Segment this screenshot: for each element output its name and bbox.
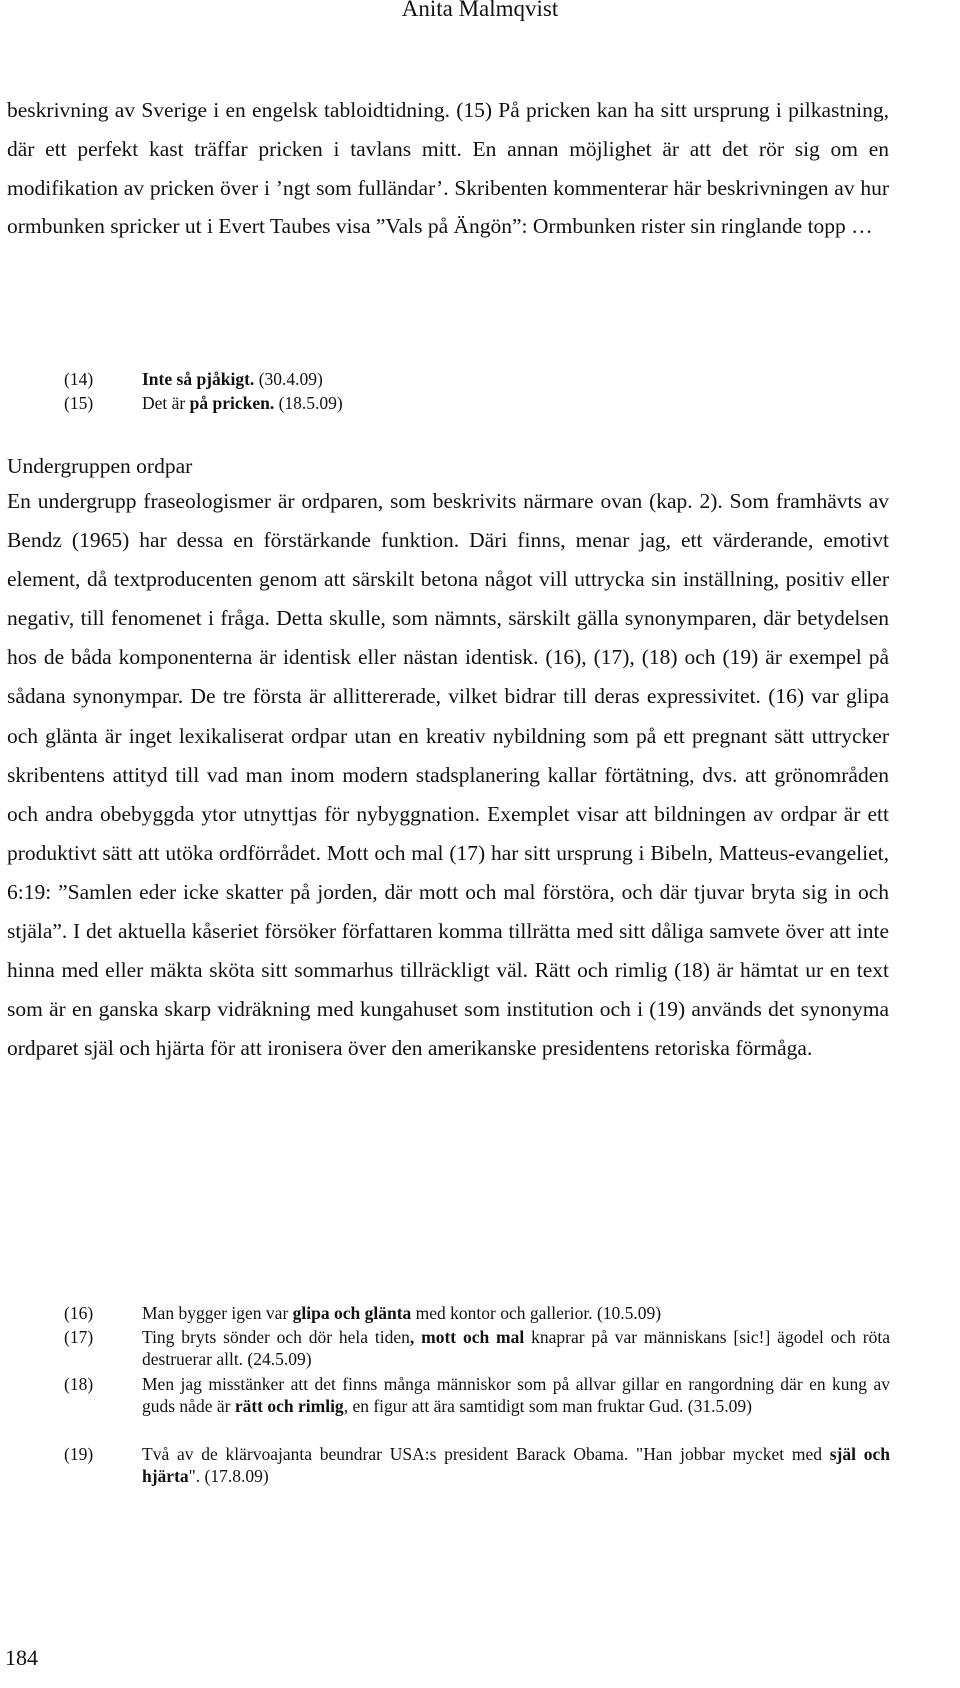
example-bold-phrase: , mott och mal — [409, 1327, 525, 1347]
example-bold-phrase: Inte så pjåkigt. — [142, 369, 255, 389]
body-paragraph-2: En undergrupp fraseologismer är ordparen, som beskrivits närmare ovan (kap. 2). Som framhävts av Bendz (1965) har dessa en förstärkande funktion. Däri finns, menar jag, ett värderande, emotivt element, då textproducenten genom att särskilt betona något vill uttrycka sin inställning, positiv eller negativ, till fenomenet i fråga. Detta skulle, som nämnts, särskilt gälla synonymparen, där betydelsen hos de båda komponenterna är identisk eller nästan identisk. (16), (17), (18) och (19) är exempel på sådana synonympar. De tre första är allittererade, vilket bidrar till deras expressivitet. (16) var glipa och glänta är inget lexikaliserat ordpar utan en kreativ nybildning som på ett pregnant sätt uttrycker skribentens attityd till vad man inom modern stadsplanering kallar förtätning, dvs. att grönområden och andra obebyggda ytor utnyttjas för nybyggnation. Exemplet visar att bildningen av ordpar är ett produktivt sätt att utöka ordförrådet. Mott och mal (17) har sitt ursprung i Bibeln, Matteus-evangeliet, 6:19: ”Samlen eder icke skatter på jorden, där mott och mal förstöra, och där tjuvar bryta sig in och stjäla”. I det aktuella kåseriet försöker författaren komma tillrätta med sitt dåliga samvete över att inte hinna med eller mäkta sköta sitt sommarhus tillräckligt väl. Rätt och rimlig (18) är hämtat ur en text som är en ganska skarp vidräkning med kungahuset som institution och i (19) används det synonyma ordparet själ och hjärta för att ironisera över den amerikanske presidentens retoriska förmåga. — [7, 489, 889, 1061]
example-bold-phrase: själ och hjärta — [142, 1444, 890, 1487]
example-rest: knaprar på var människans [sic!] ägodel och röta destruerar allt. (24.5.09) — [142, 1327, 890, 1370]
body-paragraph-1: beskrivning av Sverige i en engelsk tabloidtidning. (15) På pricken kan ha sitt ursprung i pilkastning, där ett perfekt kast träffar pricken i tavlans mitt. En annan möjlighet är att det rör sig om en modifikation av pricken över i ’ngt som fulländar’. Skribenten kommenterar här beskrivningen av hur ormbunken spricker ut i Evert Taubes visa ”Vals på Ängön”: Ormbunken rister sin ringlande topp … — [7, 98, 889, 239]
example-pre: Man bygger igen var — [142, 1303, 293, 1323]
example-rest: ". (17.8.09) — [188, 1466, 269, 1487]
example-number: (16) — [64, 1303, 94, 1323]
example-number: (15) — [64, 393, 94, 413]
example-text — [142, 1302, 890, 1324]
example-text — [142, 392, 890, 414]
example-number: (17) — [64, 1327, 94, 1347]
example-text — [142, 1443, 890, 1487]
example-text — [142, 368, 890, 390]
example-text — [142, 1326, 890, 1370]
running-head: Anita Malmqvist — [401, 0, 559, 21]
example-rest: med kontor och gallerior. (10.5.09) — [411, 1303, 662, 1323]
example-date: (18.5.09) — [274, 393, 343, 413]
example-pre: Det är — [142, 393, 190, 413]
example-pre: Två av de klärvoajanta beundrar USA:s president Barack Obama. "Han jobbar mycket med — [142, 1444, 830, 1464]
example-number: (18) — [64, 1374, 94, 1394]
section-heading: Undergruppen ordpar — [7, 454, 193, 478]
example-pre: Men jag misstänker att det finns många människor som på allvar gillar en rangordning där en kung av guds nåde är — [142, 1374, 890, 1417]
example-rest: , en figur att ära samtidigt som man fruktar Gud. (31.5.09) — [343, 1396, 752, 1417]
example-bold-phrase: rätt och rimlig — [234, 1396, 344, 1417]
example-number: (19) — [64, 1444, 94, 1464]
example-number: (14) — [64, 369, 94, 389]
page-number: 184 — [5, 1645, 38, 1670]
example-date: (30.4.09) — [254, 369, 323, 389]
example-bold-phrase: på pricken. — [189, 393, 275, 413]
example-bold-phrase: glipa och glänta — [292, 1303, 412, 1323]
example-pre: Ting bryts sönder och dör hela tiden — [142, 1327, 410, 1347]
example-text — [142, 1373, 890, 1417]
